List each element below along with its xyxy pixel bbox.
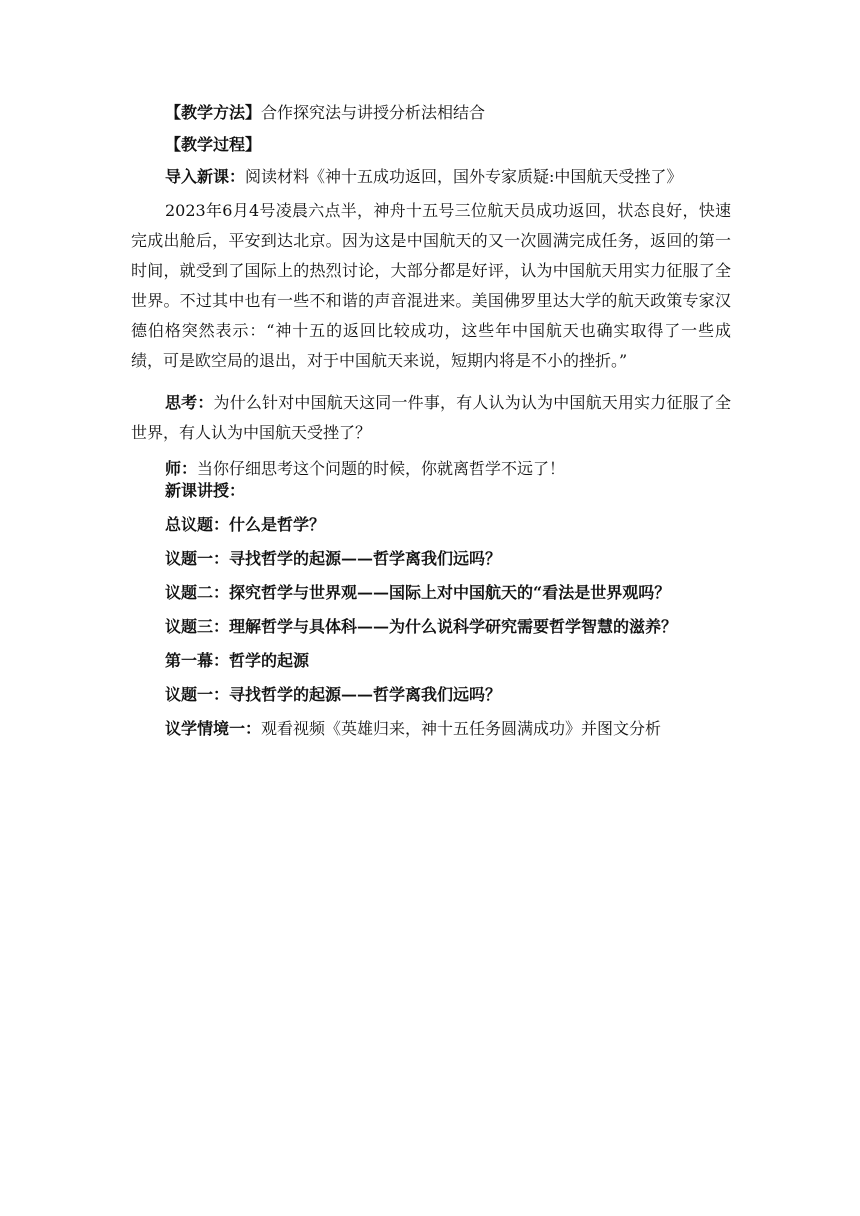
intro-line [131,166,731,188]
intro-label: 导入新课： [165,167,246,186]
topic-one-repeat: 议题一：寻找哲学的起源——哲学离我们远吗？ [165,685,502,704]
think-label: 思考： [165,393,214,412]
teaching-method-text: 合作探究法与讲授分析法相结合 [261,103,486,122]
new-lesson-heading: 新课讲授： [165,481,246,500]
think-paragraph [131,388,731,448]
scenario-line [131,718,731,740]
intro-text: 阅读材料《神十五成功返回，国外专家质疑:中国航天受挫了》 [245,167,683,186]
main-topic: 总议题：什么是哲学？ [165,515,326,534]
think-text: 为什么针对中国航天这同一件事，有人认为认为中国航天用实力征服了全世界，有人认为中国航天受挫了？ [131,393,731,442]
teaching-process-label: 【教学过程】 [165,135,262,154]
teaching-method-label: 【教学方法】 [165,103,262,122]
teacher-label: 师： [165,459,198,478]
teacher-text: 当你仔细思考这个问题的时候，你就离哲学不远了！ [197,459,566,478]
teacher-line [131,458,731,480]
topic-three: 议题三：理解哲学与具体科——为什么说科学研究需要哲学智慧的滋养？ [165,617,678,636]
topic-one: 议题一：寻找哲学的起源——哲学离我们远吗？ [165,549,502,568]
document-body [131,102,731,740]
topic-two: 议题二：探究哲学与世界观——国际上对中国航天的“看法是世界观吗？ [165,583,671,602]
material-paragraph: 2023年6月4号凌晨六点半，神舟十五号三位航天员成功返回，状态良好，快速完成出舱后，平安到达北京。因为这是中国航天的又一次圆满完成任务，返回的第一时间，就受到了国际上的热烈讨论，大部分都是好评，认为中国航天用实力征服了全世界。不过其中也有一些不和谐的声音混进来。美国佛罗里达大学的航天政策专家汉德伯格突然表示：“神十五的返回比较成功，这些年中国航天也确实取得了一些成绩，可是欧空局的退出，对于中国航天来说，短期内将是不小的挫折。” [131,201,731,370]
scenario-label: 议学情境一： [165,719,262,738]
scenario-text: 观看视频《英雄归来，神十五任务圆满成功》并图文分析 [261,719,662,738]
teaching-process-heading [131,134,731,156]
teaching-method-line [131,102,731,124]
act-one-heading: 第一幕：哲学的起源 [165,651,310,670]
